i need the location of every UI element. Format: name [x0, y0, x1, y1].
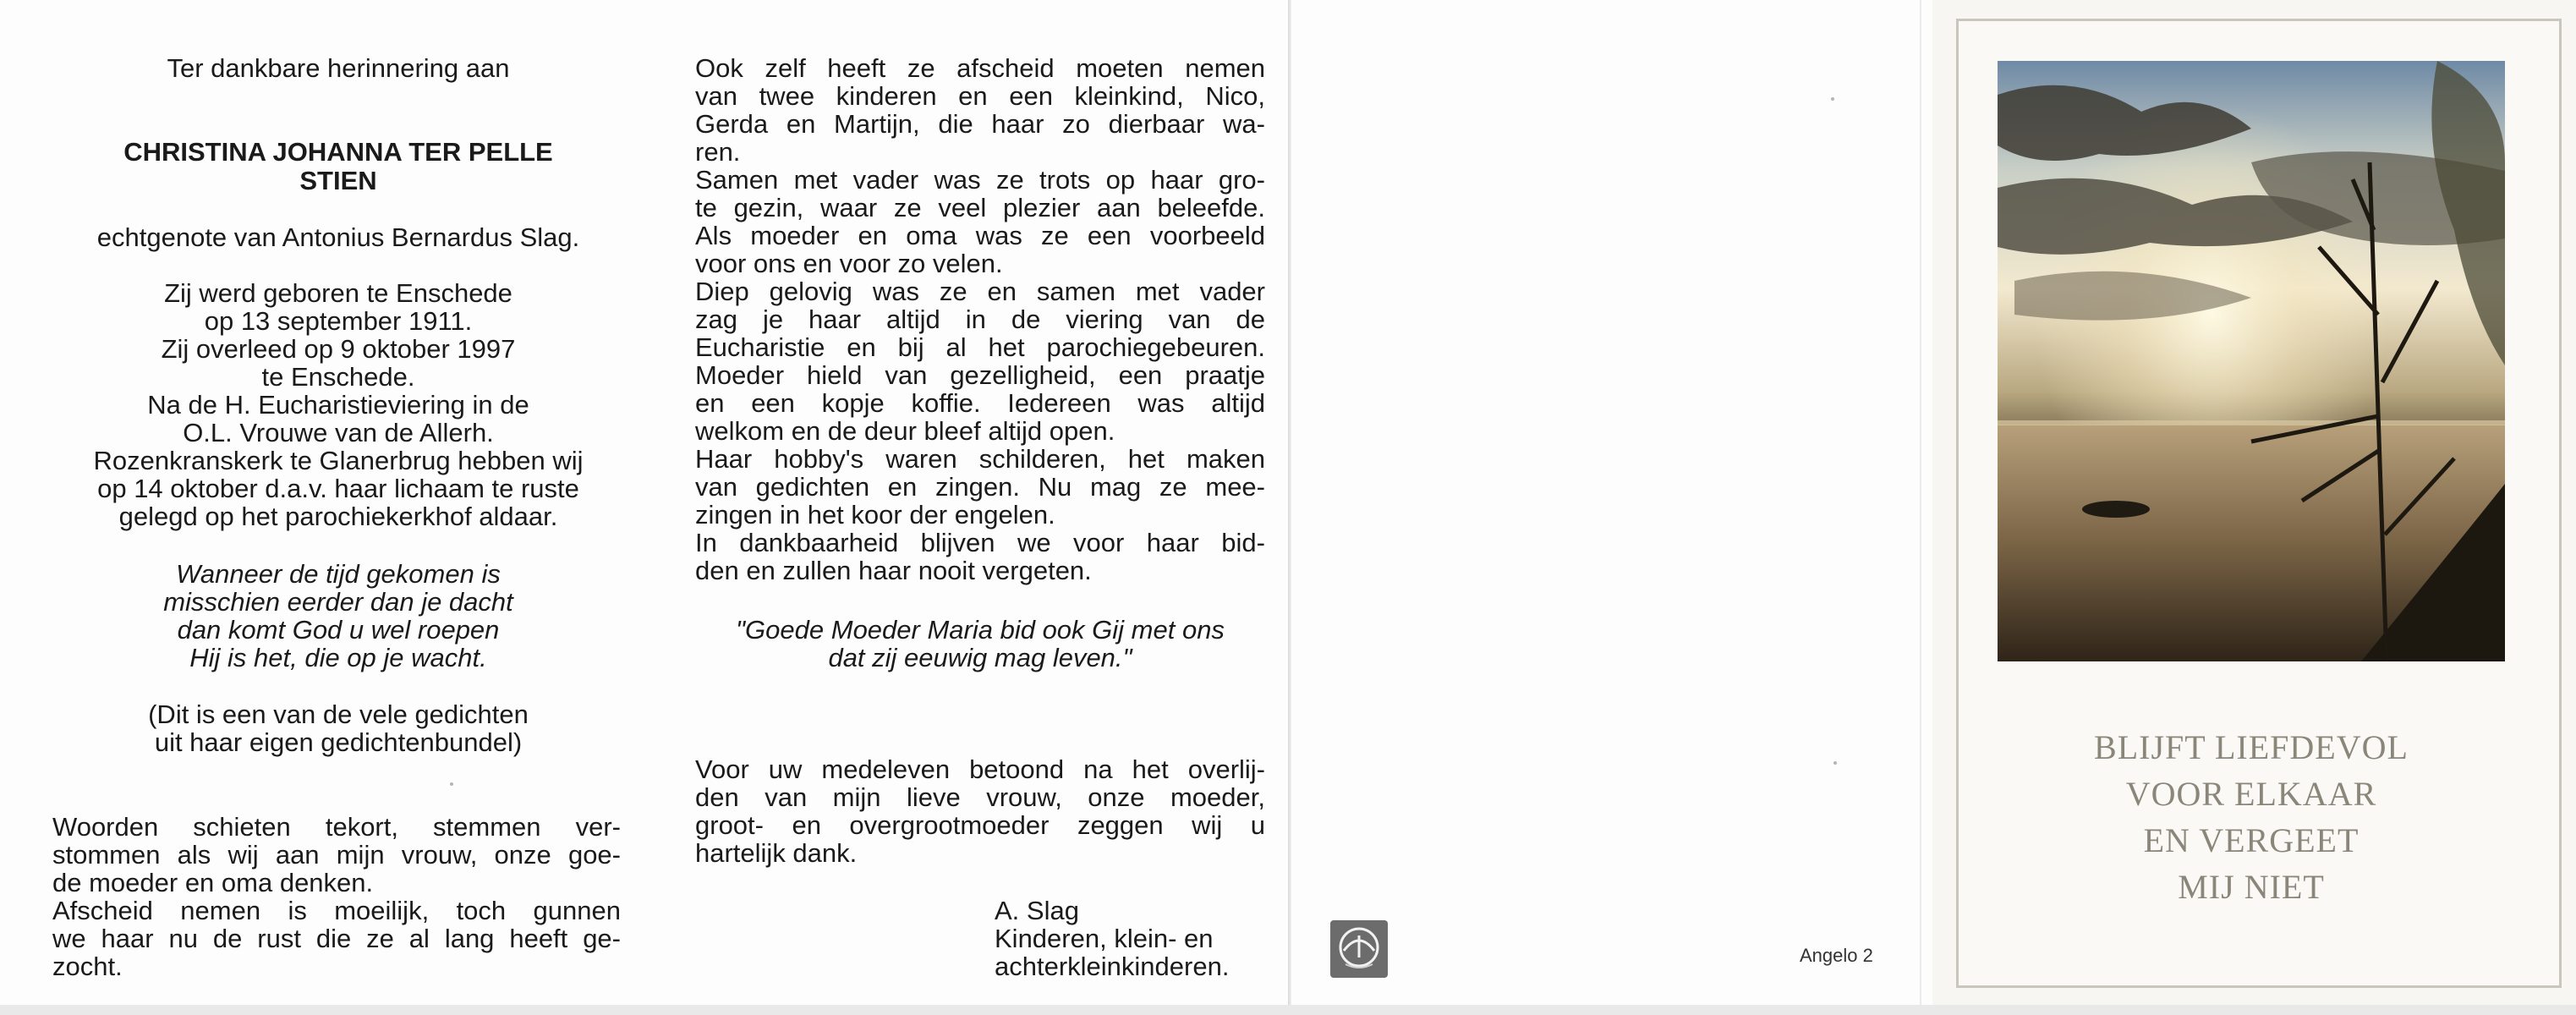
bio-line: Zij werd geboren te Enschede: [164, 278, 512, 308]
deceased-name: [51, 138, 626, 195]
tribute-line: welkom en de deur bleef altijd open.: [695, 416, 1115, 446]
name-line: CHRISTINA JOHANNA TER PELLE: [123, 137, 553, 167]
note-line: uit haar eigen gedichtenbundel): [154, 727, 523, 757]
poem-note: [51, 700, 626, 756]
caption-line: EN VERGEET: [2143, 821, 2360, 859]
tribute-line: van twee kinderen en een kleinkind, Nico,: [695, 81, 1265, 111]
closing-line: Woorden schieten tekort, stemmen ver-: [52, 812, 621, 842]
tribute-line: te gezin, waar ze veel plezier aan beleefde.: [695, 193, 1265, 222]
poem: [51, 560, 626, 672]
prayer-quote: [695, 616, 1265, 672]
bio-line: te Enschede.: [261, 362, 415, 392]
tribute-line: Als moeder en oma was ze een voorbeeld: [695, 221, 1265, 250]
bio-line: Zij overleed op 9 oktober 1997: [161, 334, 516, 364]
thanks-line: den van mijn lieve vrouw, onze moeder,: [695, 782, 1265, 812]
biography: [51, 279, 626, 530]
closing-line: stommen als wij aan mijn vrouw, onze goe-: [52, 840, 621, 870]
intro-text: Ter dankbare herinnering aan: [167, 53, 510, 83]
tribute-line: Eucharistie en bij al het parochiegebeuren.: [695, 332, 1265, 362]
caption-line: VOOR ELKAAR: [2125, 775, 2377, 813]
tribute-line: Samen met vader was ze trots op haar gro-: [695, 165, 1265, 195]
tribute-line: zingen in het koor der engelen.: [695, 500, 1055, 529]
poem-line: Wanneer de tijd gekomen is: [176, 559, 501, 589]
caption-line: BLIJFT LIEFDEVOL: [2094, 728, 2409, 766]
signature-line: A. Slag: [995, 896, 1079, 925]
tribute-line: Gerda en Martijn, die haar zo dierbaar wa-: [695, 109, 1265, 139]
lake-sunset-photo: [1998, 61, 2505, 661]
tribute-line: Diep gelovig was ze en samen met vader: [695, 277, 1265, 306]
publisher-logo-icon: [1330, 920, 1388, 978]
tribute-paragraph: [695, 54, 1265, 584]
prayer-line: dat zij eeuwig mag leven.": [828, 643, 1132, 672]
caption-line: MIJ NIET: [2178, 868, 2325, 906]
center-fold: [1288, 0, 1291, 1015]
prayer-line: "Goede Moeder Maria bid ook Gij met ons: [736, 615, 1225, 645]
bio-line: Na de H. Eucharistieviering in de: [147, 390, 529, 420]
tribute-line: van gedichten en zingen. Nu mag ze mee-: [695, 472, 1265, 502]
poem-line: dan komt God u wel roepen: [177, 615, 500, 645]
bio-line: Rozenkranskerk te Glanerbrug hebben wij: [93, 446, 584, 475]
tribute-line: zag je haar altijd in de viering van de: [695, 304, 1265, 334]
bio-line: O.L. Vrouwe van de Allerh.: [183, 418, 494, 447]
tribute-line: voor ons en voor zo velen.: [695, 249, 1003, 278]
closing-line: we haar nu de rust die ze al lang heeft ge-: [52, 924, 621, 953]
bio-line: op 14 oktober d.a.v. haar lichaam te ruste: [97, 474, 579, 503]
poem-line: misschien eerder dan je dacht: [163, 587, 513, 617]
closing-paragraph: [52, 813, 621, 980]
thanks-paragraph: [695, 755, 1265, 867]
spouse-text: echtgenote van Antonius Bernardus Slag.: [96, 222, 580, 252]
poem-line: Hij is het, die op je wacht.: [189, 643, 487, 672]
bottom-edge: [0, 1005, 2576, 1015]
card-code: Angelo 2: [1800, 945, 1873, 966]
tribute-line: Moeder hield van gezelligheid, een praatje: [695, 360, 1265, 390]
paper-speck: [450, 782, 453, 786]
card-caption: [1998, 724, 2505, 910]
note-line: (Dit is een van de vele gedichten: [148, 700, 529, 729]
bio-line: gelegd op het parochiekerkhof aldaar.: [118, 502, 558, 531]
tribute-line: In dankbaarheid blijven we voor haar bid-: [695, 528, 1265, 557]
tribute-line: en een kopje koffie. Iedereen was altijd: [695, 388, 1265, 418]
tribute-line: Ook zelf heeft ze afscheid moeten nemen: [695, 53, 1265, 83]
signature: [995, 897, 1274, 980]
closing-line: Afscheid nemen is moeilijk, toch gunnen: [52, 896, 621, 925]
page-3-panel: [1290, 0, 1932, 1015]
closing-line: de moeder en oma denken.: [52, 868, 374, 897]
paper-speck: [1831, 97, 1834, 101]
paper-speck: [1833, 761, 1837, 765]
signature-line: Kinderen, klein- en: [995, 924, 1214, 953]
thanks-line: hartelijk dank.: [695, 838, 858, 868]
closing-line: zocht.: [52, 952, 123, 981]
thanks-line: Voor uw medeleven betoond na het overlij-: [695, 754, 1265, 784]
bio-line: op 13 september 1911.: [204, 306, 473, 336]
signature-line: achterkleinkinderen.: [995, 952, 1230, 981]
right-fold: [1920, 0, 1921, 1015]
tribute-line: Haar hobby's waren schilderen, het maken: [695, 444, 1265, 474]
tribute-line: den en zullen haar nooit vergeten.: [695, 556, 1092, 585]
tribute-line: ren.: [695, 137, 741, 167]
nickname-line: STIEN: [299, 166, 377, 195]
thanks-line: groot- en overgrootmoeder zeggen wij u: [695, 810, 1265, 840]
